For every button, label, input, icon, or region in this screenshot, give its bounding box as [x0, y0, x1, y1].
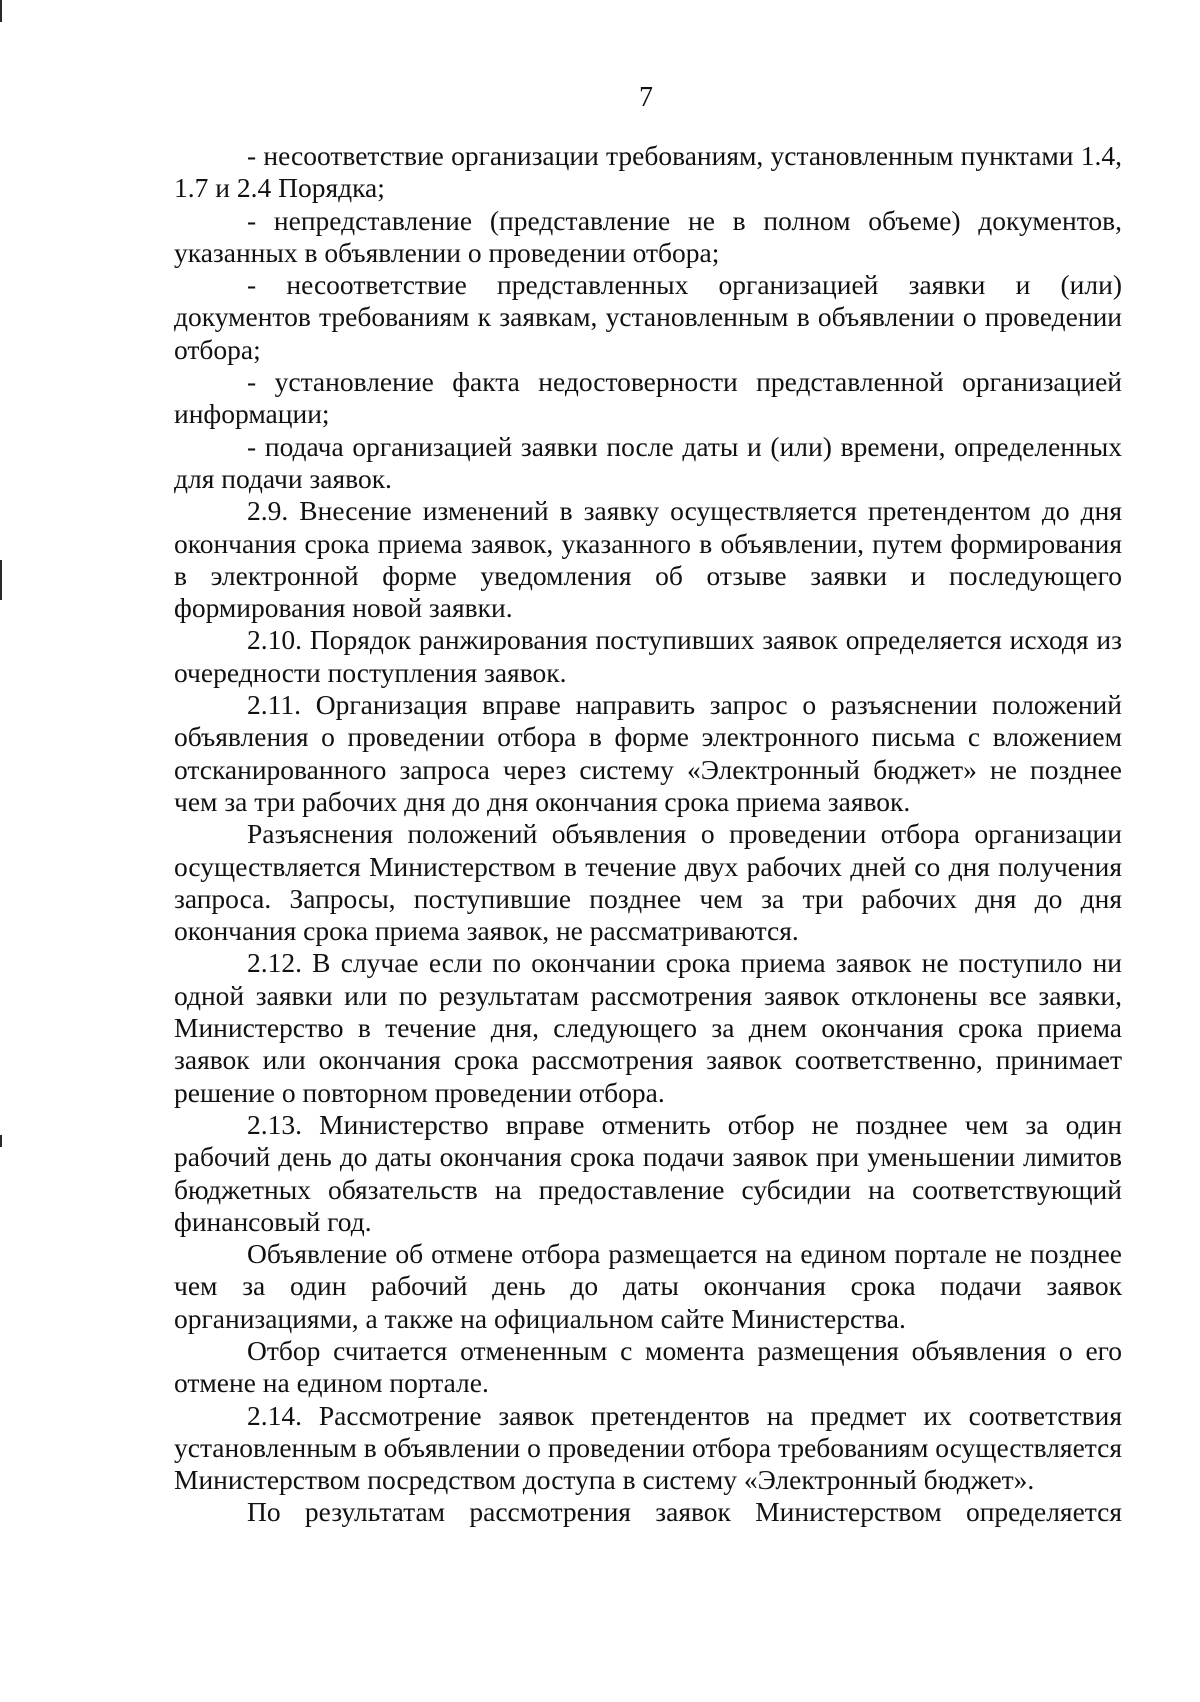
paragraph-2-13: 2.13. Министерство вправе отменить отбор не позднее чем за один рабочий день до даты окончания срока подачи заявок при уменьшении лимитов бюджетных обязательств на предоставление субсидии на соответствующий финансовый год.: [174, 1108, 1122, 1237]
paragraph-rejection-reason-5: - подача организацией заявки после даты и (или) времени, определенных для подачи заявок.: [174, 430, 1122, 494]
scan-edge-mark: [0, 0, 2, 22]
paragraph-2-11: 2.11. Организация вправе направить запрос о разъяснении положений объявления о проведении отбора в форме электронного письма с вложением отсканированного запроса через систему «Электронный бюджет» не позднее чем за три рабочих дня до дня окончания срока приема заявок.: [174, 689, 1122, 817]
paragraph-rejection-reason-4: - установление факта недостоверности представленной организацией информации;: [174, 366, 1122, 430]
paragraph-rejection-reason-1: - несоответствие организации требованиям, установленным пунктами 1.4, 1.7 и 2.4 Порядка;: [174, 140, 1122, 204]
paragraph-2-11-clarifications: Разъяснения положений объявления о проведении отбора организации осуществляется Министерством в течение двух рабочих дней со дня получения запроса. Запросы, поступившие позднее чем за три рабочих дня до дня окончания срока приема заявок, не рассматриваются.: [174, 818, 1122, 947]
paragraph-2-10: 2.10. Порядок ранжирования поступивших заявок определяется исходя из очередности поступления заявок.: [174, 624, 1122, 688]
paragraph-2-14: 2.14. Рассмотрение заявок претендентов на предмет их соответствия установленным в объявлении о проведении отбора требованиям осуществляется Министерством посредством доступа в систему «Электронный бюджет».: [174, 1399, 1122, 1496]
scan-edge-mark: [0, 560, 2, 600]
paragraph-2-14-results: По результатам рассмотрения заявок Министерством определяется: [247, 1496, 1122, 1528]
document-body: [174, 140, 1122, 1529]
paragraph-2-12: 2.12. В случае если по окончании срока приема заявок не поступило ни одной заявки или по результатам рассмотрения заявок отклонены все заявки, Министерство в течение дня, следующего за днем окончания срока приема заявок или окончания срока рассмотрения заявок соответственно, принимает решение о повторном проведении отбора.: [174, 947, 1122, 1108]
paragraph-2-13-cancellation-effective: Отбор считается отмененным с момента размещения объявления о его отмене на едином портале.: [174, 1334, 1122, 1399]
scan-edge-mark: [0, 1135, 2, 1147]
paragraph-rejection-reason-2: - непредставление (представление не в полном объеме) документов, указанных в объявлении о проведении отбора;: [174, 204, 1122, 268]
paragraph-2-9: 2.9. Внесение изменений в заявку осуществляется претендентом до дня окончания срока приема заявок, указанного в объявлении, путем формирования в электронной форме уведомления об отзыве заявки и последующего формирования новой заявки.: [174, 495, 1122, 624]
paragraph-2-13-cancellation-notice: Объявление об отмене отбора размещается на едином портале не позднее чем за один рабочий день до даты окончания срока подачи заявок организациями, а также на официальном сайте Министерства.: [174, 1238, 1122, 1334]
paragraph-rejection-reason-3: - несоответствие представленных организацией заявки и (или) документов требованиям к заявкам, установленным в объявлении о проведении отбора;: [174, 269, 1122, 365]
page-number: 7: [639, 82, 653, 113]
